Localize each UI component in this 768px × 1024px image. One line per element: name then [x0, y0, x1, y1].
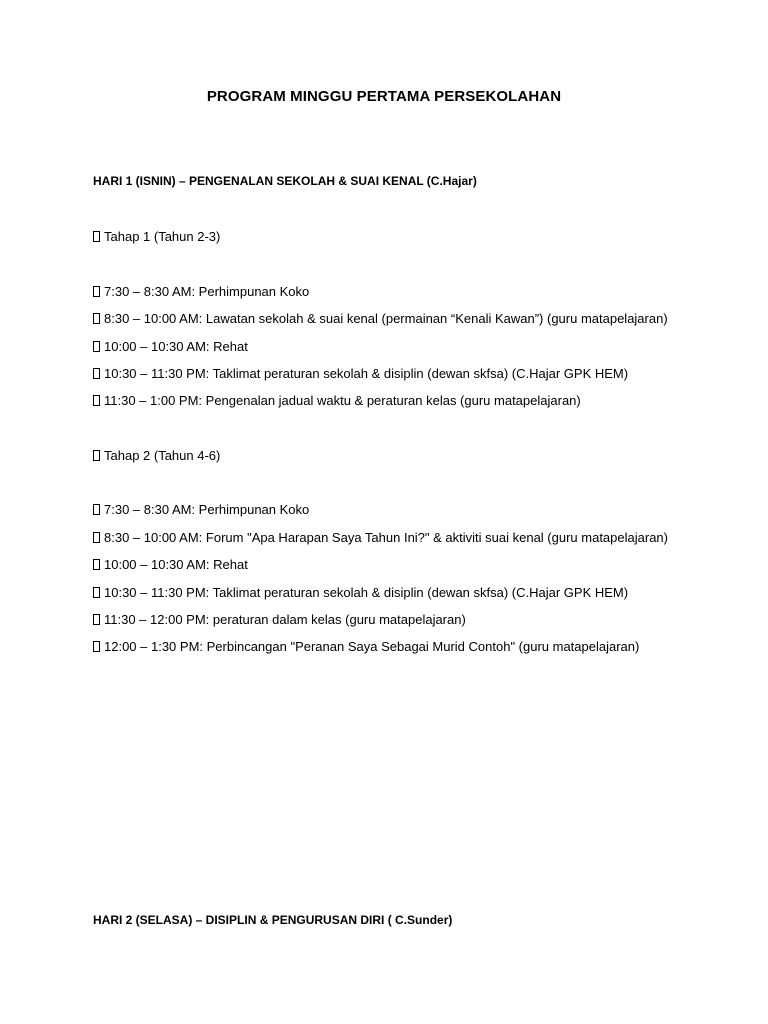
list-item: 12:00 – 1:30 PM: Perbincangan "Peranan Saya Sebagai Murid Contoh" (guru matapelajaran) — [93, 639, 639, 654]
list-item: 7:30 – 8:30 AM: Perhimpunan Koko — [93, 502, 309, 517]
missing-glyph-icon — [93, 532, 100, 543]
missing-glyph-icon — [93, 559, 100, 570]
missing-glyph-icon — [93, 341, 100, 352]
missing-glyph-icon — [93, 587, 100, 598]
list-item: 11:30 – 1:00 PM: Pengenalan jadual waktu & peraturan kelas (guru matapelajaran) — [93, 393, 581, 408]
missing-glyph-icon — [93, 231, 100, 242]
list-item: 10:00 – 10:30 AM: Rehat — [93, 557, 248, 572]
tahap-2-label — [93, 448, 220, 463]
day-1-heading: HARI 1 (ISNIN) – PENGENALAN SEKOLAH & SUAI KENAL (C.Hajar) — [93, 174, 477, 188]
tahap-1-label — [93, 229, 220, 244]
list-item: 10:30 – 11:30 PM: Taklimat peraturan sekolah & disiplin (dewan skfsa) (C.Hajar GPK HEM) — [93, 585, 628, 600]
missing-glyph-icon — [93, 286, 100, 297]
list-item: 10:00 – 10:30 AM: Rehat — [93, 339, 248, 354]
tahap-1-text: Tahap 1 (Tahun 2-3) — [104, 229, 221, 244]
missing-glyph-icon — [93, 641, 100, 652]
missing-glyph-icon — [93, 504, 100, 515]
tahap-2-text: Tahap 2 (Tahun 4-6) — [104, 448, 221, 463]
missing-glyph-icon — [93, 313, 100, 324]
missing-glyph-icon — [93, 450, 100, 461]
list-item: 8:30 – 10:00 AM: Lawatan sekolah & suai kenal (permainan “Kenali Kawan”) (guru matapelajaran) — [93, 311, 668, 326]
list-item: 8:30 – 10:00 AM: Forum "Apa Harapan Saya Tahun Ini?" & aktiviti suai kenal (guru matapelajaran) — [93, 530, 668, 545]
missing-glyph-icon — [93, 368, 100, 379]
day-2-heading: HARI 2 (SELASA) – DISIPLIN & PENGURUSAN DIRI ( C.Sunder) — [93, 913, 453, 927]
page-title: PROGRAM MINGGU PERTAMA PERSEKOLAHAN — [206, 88, 562, 105]
list-item: 11:30 – 12:00 PM: peraturan dalam kelas (guru matapelajaran) — [93, 612, 466, 627]
missing-glyph-icon — [93, 395, 100, 406]
list-item: 7:30 – 8:30 AM: Perhimpunan Koko — [93, 284, 309, 299]
missing-glyph-icon — [93, 614, 100, 625]
list-item: 10:30 – 11:30 PM: Taklimat peraturan sekolah & disiplin (dewan skfsa) (C.Hajar GPK HEM) — [93, 366, 628, 381]
